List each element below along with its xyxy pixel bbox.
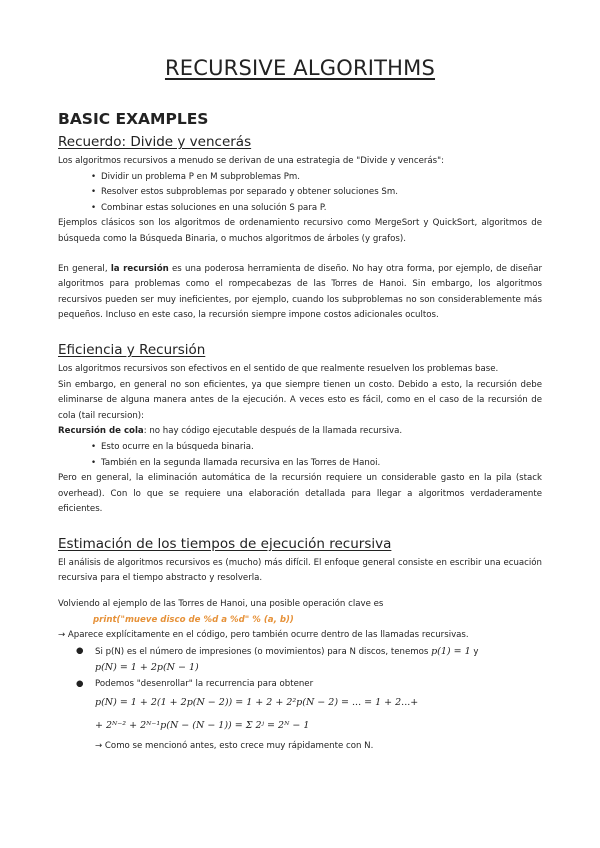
- bullet-list: [58, 440, 542, 471]
- paragraph: En general, la recursión es una poderosa herramienta de diseño. No hay otra forma, por ejemplo, de diseñar algoritmos para problemas como el rompecabezas de las Torres de Hanoi. Sin embargo, los algoritmos recursivos pueden ser muy ineficientes, por ejemplo, cuando los subproblemas no son considerablemente más pequeños. Incluso en este caso, la recursión siempre impone costos adicionales ocultos.: [58, 263, 542, 321]
- list-item: ● Podemos "desenrollar" la recurrencia para obtener: [76, 679, 314, 690]
- subheading-efficiency: Eficiencia y Recursión: [58, 341, 206, 358]
- list-item: • Esto ocurre en la búsqueda binaria.: [91, 441, 254, 452]
- equation-line-1: p(N) = 1 + 2(1 + 2p(N − 2)) = 1 + 2 + 2²p(N − 2) = ... = 1 + 2...+: [95, 696, 419, 708]
- bullet-list: [58, 170, 542, 217]
- list-item: • También en la segunda llamada recursiva en las Torres de Hanoi.: [91, 457, 381, 468]
- paragraph: Pero en general, la eliminación automática de la recursión requiere un considerable gasto en la pila (stack overhead). Con lo que se requiere una elaboración detallada para llegar a algoritmos verdaderamente eficientes.: [58, 473, 542, 515]
- equation-line-2: [58, 713, 542, 739]
- list-item: • Resolver estos subproblemas por separado y obtener soluciones Sm.: [91, 187, 398, 198]
- paragraph: Volviendo al ejemplo de las Torres de Hanoi, una posible operación clave es: [58, 599, 384, 610]
- paragraph: Sin embargo, en general no son eficientes, ya que siempre tienen un costo. Debido a esto, la recursión debe eliminarse de alguna manera antes de la ejecución. A veces esto es fácil, como en el caso de la recursión de cola (tail recursion):: [58, 379, 542, 421]
- paragraph: → Aparece explícitamente en el código, pero también ocurre dentro de las llamadas recursivas.: [58, 630, 469, 641]
- closing-note: → Como se mencionó antes, esto crece muy rápidamente con N.: [95, 740, 374, 751]
- paragraph: Los algoritmos recursivos a menudo se derivan de una estrategia de "Divide y vencerás":: [58, 156, 444, 166]
- paragraph: Los algoritmos recursivos son efectivos en el sentido de que realmente resuelven los problemas base.: [58, 363, 499, 374]
- subheading-estimation: Estimación de los tiempos de ejecución recursiva: [58, 535, 392, 552]
- list-item: • Combinar estas soluciones en una solución S para P.: [91, 202, 327, 213]
- list-item: • Dividir un problema P en M subproblemas Pm.: [91, 171, 300, 182]
- subheading-divide: Recuerdo: Divide y vencerás: [58, 134, 252, 150]
- section-heading-basic: BASIC EXAMPLES: [58, 110, 209, 128]
- bullet-list: [58, 644, 542, 693]
- list-item: ● Si p(N) es el número de impresiones (o movimientos) para N discos, tenemos p(1) = 1 y p(N) = 1 + 2p(N − 1): [76, 645, 479, 674]
- equation-text: + 2ᴺ⁻² + 2ᴺ⁻¹p(N − (N − 1)) = Σ 2ʲ = 2ᴺ − 1: [95, 719, 310, 731]
- paragraph: El análisis de algoritmos recursivos es (mucho) más difícil. El enfoque general consiste en escribir una ecuación recursiva para el tiempo abstracto y resolverla.: [58, 557, 542, 584]
- paragraph: Recursión de cola: no hay código ejecutable después de la llamada recursiva.: [58, 426, 403, 437]
- code-snippet: print("mueve disco de %d a %d" % (a, b)): [93, 614, 294, 625]
- paragraph: Ejemplos clásicos son los algoritmos de ordenamiento recursivo como MergeSort y QuickSort, algoritmos de búsqueda como la Búsqueda Binaria, o muchos algoritmos de árboles (y grafos).: [58, 218, 542, 244]
- page-title: RECURSIVE ALGORITHMS: [164, 56, 436, 80]
